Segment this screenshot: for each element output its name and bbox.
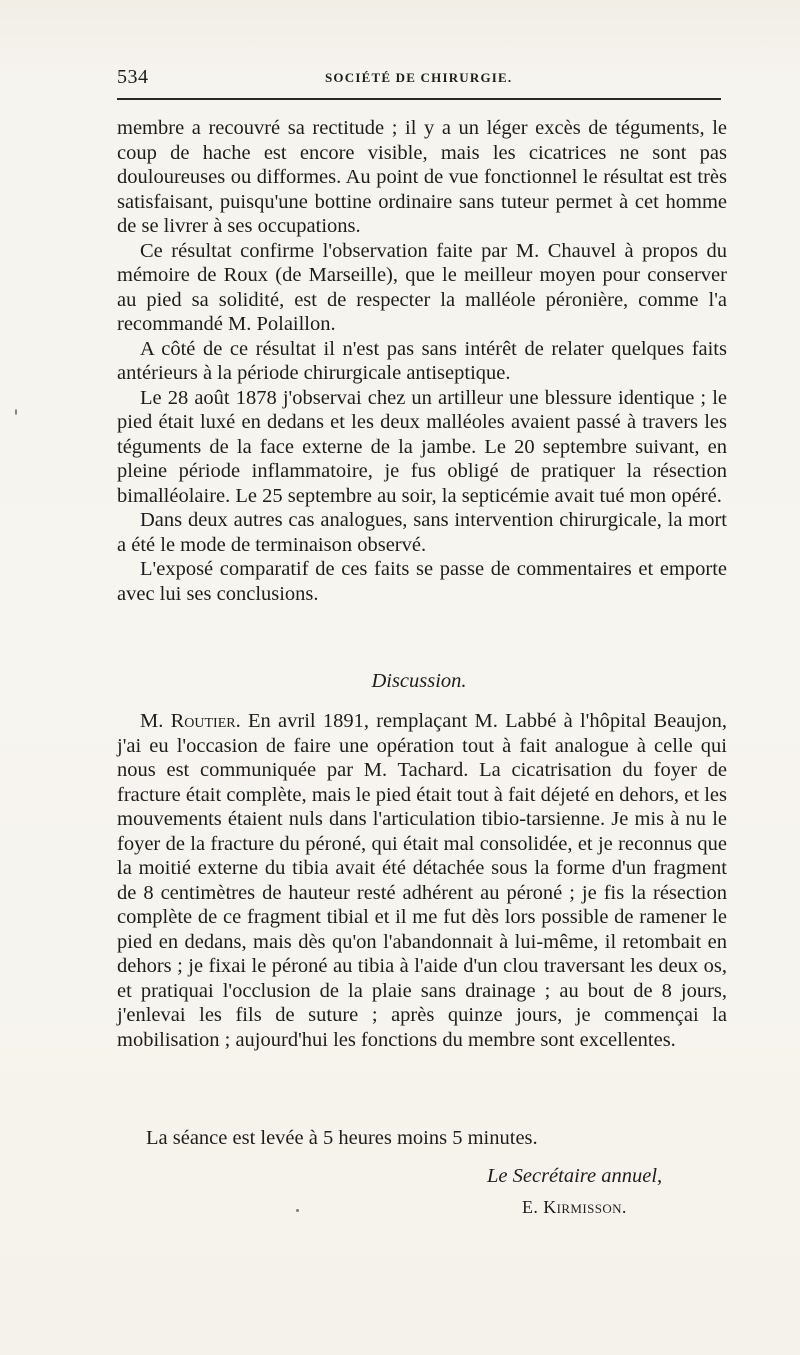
discussion-paragraph	[117, 709, 727, 1052]
speaker-name: M. Routier.	[140, 710, 241, 732]
paragraph-continuation: membre a recouvré sa rectitude ; il y a un léger excès de téguments, le coup de hache est encore visible, mais les cicatrices ne sont pas douloureuses ou difformes. Au point de vue fonctionnel le résultat est très satisfaisant, puisqu'une bottine ordinaire sans tuteur permet à cet homme de se livrer à ses occupations.	[117, 117, 727, 237]
secretary-signature	[522, 1197, 627, 1218]
paragraph-conclusion: L'exposé comparatif de ces faits se passe de commentaires et emporte avec lui ses conclusions.	[117, 558, 727, 605]
running-title: SOCIÉTÉ DE CHIRURGIE.	[325, 70, 513, 85]
secretary-name: Kirmisson.	[543, 1197, 627, 1217]
secretary-title: Le Secrétaire annuel,	[487, 1165, 663, 1187]
main-text	[117, 116, 727, 606]
print-speck	[15, 409, 17, 415]
secretary-initial: E.	[522, 1197, 539, 1217]
session-closing: La séance est levée à 5 heures moins 5 minutes.	[146, 1127, 538, 1149]
paragraph-anterior-facts: A côté de ce résultat il n'est pas sans intérêt de relater quelques faits antérieurs à la période chirurgicale antiseptique.	[117, 337, 727, 384]
discussion-heading: Discussion.	[371, 670, 467, 692]
paragraph-chauvel-observation: Ce résultat confirme l'observation faite par M. Chauvel à propos du mémoire de Roux (de Marseille), que le meilleur moyen pour conserver au pied sa solidité, est de respecter la malléole péronière, comme l'a recommandé M. Polaillon.	[117, 239, 727, 335]
page-number: 534	[117, 66, 149, 88]
discussion-text: En avril 1891, remplaçant M. Labbé à l'hôpital Beaujon, j'ai eu l'occasion de faire une opération tout à fait analogue à celle qui nous est communiquée par M. Tachard. La cicatrisation du foyer de fracture était complète, mais le pied était tout à fait déjeté en dehors, et les mouvements étaient nuls dans l'articulation tibio-tarsienne. Je mis à nu le foyer de la fracture du péroné, qui était mal consolidée, et je reconnus que la moitié externe du tibia avait été détachée sous la forme d'un fragment de 8 centimètres de hauteur resté adhérent au péroné ; je fis la résection complète de ce fragment tibial et il me fut dès lors possible de ramener le pied en dedans, mais dès qu'on l'abandonnait à lui-même, il retombait en dehors ; je fixai le péroné au tibia à l'aide d'un clou traversant les deux os, et pratiquai l'occlusion de la plaie sans drainage ; au bout de 8 jours, j'enlevai les fils de suture ; après quinze jours, je commençai la mobilisation ; aujourd'hui les fonctions du membre sont excellentes.	[117, 710, 727, 1051]
paragraph-artilleur-case: Le 28 août 1878 j'observai chez un artilleur une blessure identique ; le pied était luxé en dedans et les deux malléoles avaient passé à travers les téguments de la face externe de la jambe. Le 20 septembre suivant, en pleine période inflammatoire, je fus obligé de pratiquer la résection bimalléolaire. Le 25 septembre au soir, la septicémie avait tué mon opéré.	[117, 386, 727, 507]
paragraph-other-cases: Dans deux autres cas analogues, sans intervention chirurgicale, la mort a été le mode de terminaison observé.	[117, 509, 727, 556]
print-speck	[296, 1209, 299, 1212]
discussion-section	[117, 709, 727, 1052]
header-rule	[117, 98, 721, 100]
running-head	[117, 66, 721, 92]
